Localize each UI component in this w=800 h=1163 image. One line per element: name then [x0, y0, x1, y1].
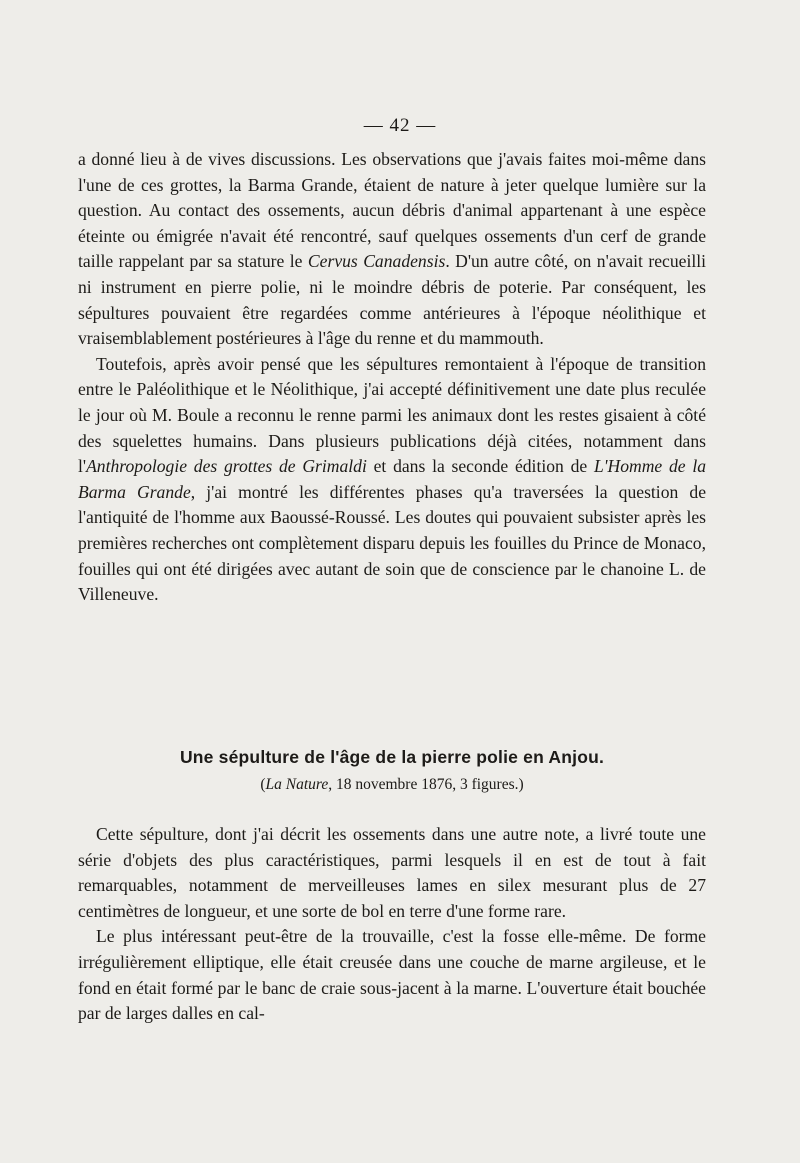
text-block-1 — [78, 147, 706, 608]
paragraph-2 — [78, 352, 706, 608]
source-open: ( — [260, 776, 266, 793]
paragraph-1-end: . D'un autre côté, on n'avait recueilli ni instrument en pierre polie, ni le moindre débris de poterie. Par conséquent, les sépultures pouvaient être regardées comme antérieures à l'époque néolithique et vraisemblablement postérieures à l'âge du renne et du mammouth. — [78, 251, 707, 349]
paragraph-1-italic: Cervus Canadensis — [307, 251, 446, 272]
section-source — [78, 776, 706, 794]
page-number: — 42 — — [363, 115, 437, 136]
paragraph-3: Cette sépulture, dont j'ai décrit les ossements dans une autre note, a livré toute une série d'objets des plus caractéristiques, parmi lesquels il en est de tout à fait remarquables, notamment de merveilleuses lames en silex mesurant plus de 27 centimètres de longueur, et une sorte de bol en terre d'une forme rare. — [78, 824, 706, 921]
text-block-2 — [78, 822, 706, 1027]
paragraph-1 — [78, 147, 706, 352]
paragraph-1-text: a donné lieu à de vives discussions. Les observations que j'avais faites moi-même dans l'une de ces grottes, la Barma Grande, étaient de nature à jeter quelque lumière sur la question. Au contact des ossements, aucun débris d'animal appartenant à une espèce éteinte ou émigrée n'avait été rencontré, sauf quelques ossements d'un cerf de grande taille rappelant par sa stature le — [78, 149, 706, 272]
paragraph-2-text-c: , j'ai montré les différentes phases qu'a traversées la question de l'antiquité de l'homme aux Baoussé-Roussé. Les doutes qui pouvaient subsister après les premières recherches ont complètement disparu depuis les fouilles du Prince de Monaco, fouilles qui ont été dirigées avec autant de soin que de conscience par le chanoine L. de Villeneuve. — [78, 481, 707, 605]
source-italic: La Nature — [265, 776, 329, 793]
paragraph-2-text-b: et dans la seconde édition de — [366, 456, 594, 477]
paragraph-2-italic-1: Anthropologie des grottes de Grimaldi — [86, 456, 367, 477]
paragraph-4: Le plus intéressant peut-être de la trouvaille, c'est la fosse elle-même. De forme irrégulièrement elliptique, elle était creusée dans une couche de marne argileuse, et le fond en était formé par le banc de craie sous-jacent à la marne. L'ouverture était bouchée par de larges dalles en cal- — [78, 926, 706, 1024]
section-title: Une sépulture de l'âge de la pierre polie en Anjou. — [179, 747, 605, 767]
source-rest: , 18 novembre 1876, 3 figures.) — [328, 776, 524, 793]
paragraph-2-italic-2: L'Homme de la Barma Grande — [78, 456, 707, 502]
paragraph-2-text-a: Toutefois, après avoir pensé que les sépultures remontaient à l'époque de transition entre le Paléolithique et le Néolithique, j'ai accepté définitivement une date plus reculée le jour où M. Boule a reconnu le renne parmi les animaux dont les restes gisaient à côté des squelettes humains. Dans plusieurs publications déjà citées, notamment dans l' — [78, 353, 706, 477]
